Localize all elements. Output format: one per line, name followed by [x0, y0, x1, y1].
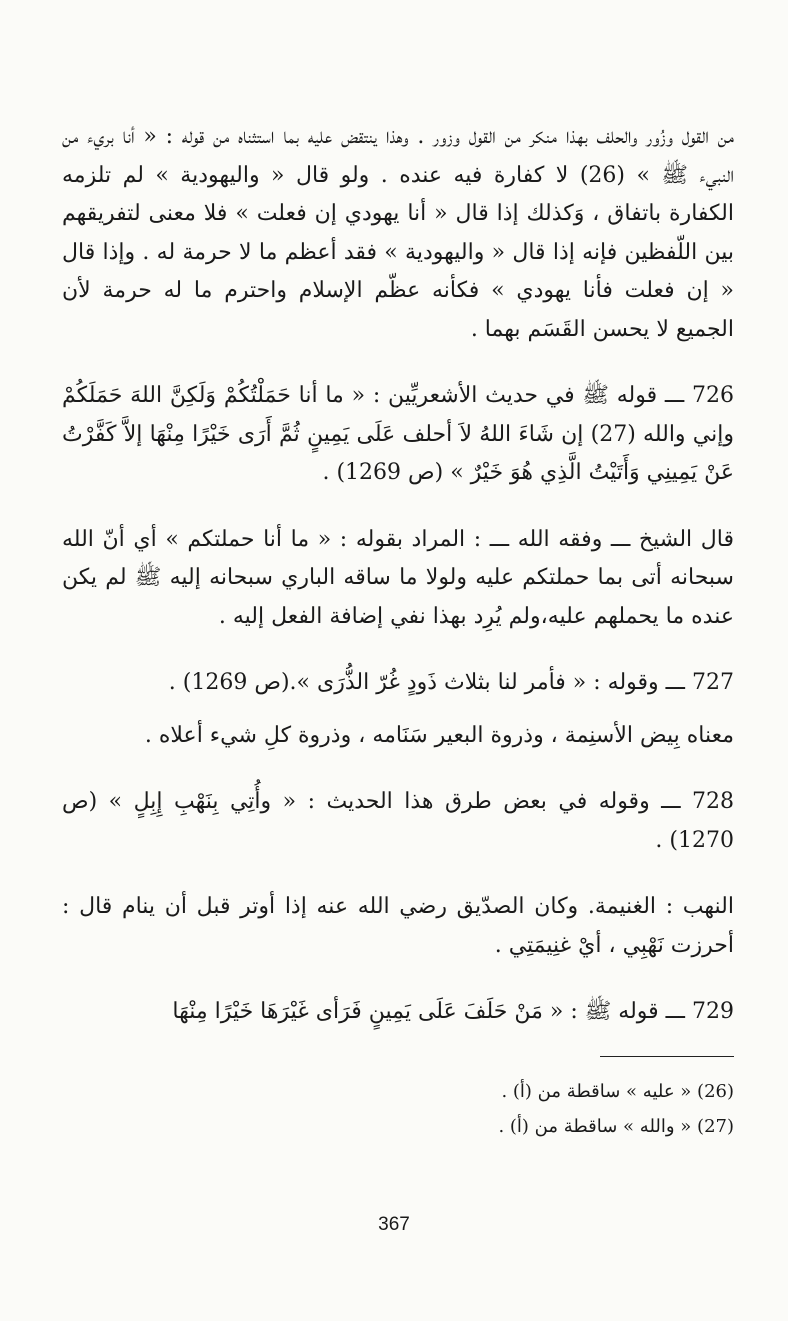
hadith-729: 729 ـــ قوله ﷺ : « مَنْ حَلَفَ عَلَى يَمِينٍ فَرَأى غَيْرَهَا خَيْرًا مِنْهَا: [172, 999, 734, 1024]
footnote-27: (27) « والله » ساقطة من (أ) .: [498, 1116, 734, 1137]
page-body: [62, 118, 734, 1032]
paragraph-sheikh-comment: قال الشيخ ـــ وفقه الله ـــ : المراد بقوله : « ما أنا حملتكم » أي أنّ الله سبحانه أتى بما حملتكم عليه ولولا ما ساقه الباري سبحانه إليه ﷺ لم يكن عنده ما يحملهم عليه،ولم يُرِد بهذا نفي إضافة الفعل إليه .: [62, 526, 734, 629]
paragraph-728-meaning: النهب : الغنيمة. وكان الصدّيق رضي الله عنه إذا أوتر قبل أن ينام قال : أحرزت نَهْبِي ، أيْ غنِيمَتِي .: [62, 894, 734, 958]
footnote-divider: [600, 1056, 734, 1057]
page-number: 367: [378, 1214, 410, 1235]
hadith-727: 727 ـــ وقوله : « فأمر لنا بثلاث ذَودٍ غُرّ الذُّرَى ».(ص 1269) .: [168, 670, 734, 695]
paragraph-727-meaning: معناه بِيض الأسنِمة ، وذروة البعير سَنَامه ، وذروة كلِ شيء أعلاه .: [144, 722, 734, 748]
hadith-726: 726 ـــ قوله ﷺ في حديث الأشعريِّين : « ما أنا حَمَلْتُكُمْ وَلَكِنَّ اللهَ حَمَلَكُمْ وإني والله (27) إن شَاءَ اللهُ لاَ أحلف عَلَى يَمِينٍ ثُمَّ أَرَى خَيْرًا مِنْهَا إلاَّ كَفَّرْتُ عَنْ يَمِينِي وَأَتَيْتُ الَّذِي هُوَ خَيْرٌ » (ص 1269) .: [62, 383, 734, 485]
hadith-728: 728 ـــ وقوله في بعض طرق هذا الحديث : « وأُتِي بِنَهْبِ إِبِلٍ » (ص 1270) .: [62, 789, 734, 853]
footnotes: [62, 1074, 734, 1144]
footnote-26: (26) « عليه » ساقطة من (أ) .: [501, 1081, 734, 1102]
paragraph-commentary-1: من القول وزُور والحلف بهذا منكر من القول وزور . وهذا ينتقض عليه بما استثناه من قوله : « أنا بريء من النبيء ﷺ » (26) لا كفارة فيه عنده . ولو قال « واليهودية » لم تلزمه الكفارة باتفاق ، وَكذلك إذا قال « أنا يهودي إن فعلت » فلا معنى لتفريقهم بين اللّفظين فإنه إذا قال « واليهودية » فقد أعظم ما لا حرمة له . وإذا قال « إن فعلت فأنا يهودي » فكأنه عظّم الإسلام واحترم ما له حرمة لأن الجميع لا يحسن القَسَم بهما .: [62, 124, 734, 342]
